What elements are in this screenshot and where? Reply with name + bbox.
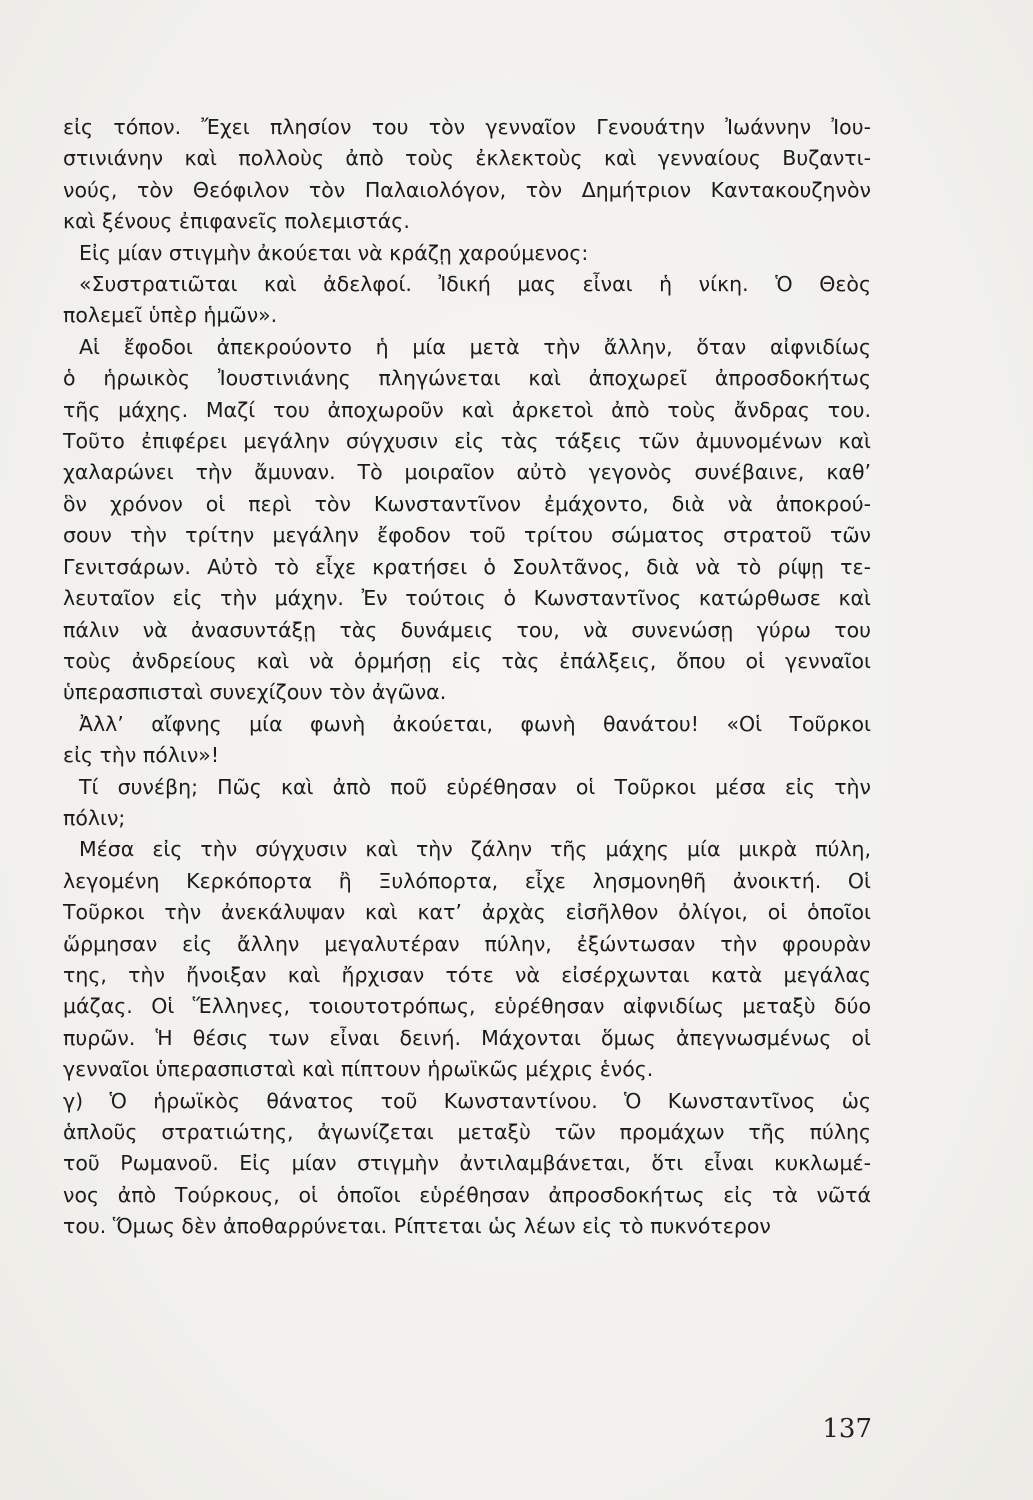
text-line: ὃν χρόνον οἱ περὶ τὸν Κωνσταντῖνον ἐμάχοντο, διὰ νὰ ἀποκρού- [63,491,871,516]
paragraph [63,1086,871,1243]
text-line: στινιάνην καὶ πολλοὺς ἀπὸ τοὺς ἐκλεκτοὺς καὶ γενναίους Βυζαντι- [63,146,871,171]
text-line: Εἰς μίαν στιγμὴν ἀκούεται νὰ κράζῃ χαρούμενος: [79,240,589,265]
text-line: της, τὴν ἤνοιξαν καὶ ἤρχισαν τότε νὰ εἰσέρχωνται κατὰ μεγάλας [63,962,871,987]
text-line: τῆς μάχης. Μαζί του ἀποχωροῦν καὶ ἀρκετοὶ ἀπὸ τοὺς ἄνδρας του. [63,397,871,422]
text-line: πόλιν; [63,805,126,830]
text-line: Τί συνέβη; Πῶς καὶ ἀπὸ ποῦ εὑρέθησαν οἱ Τοῦρκοι μέσα εἰς τὴν [79,774,871,799]
text-line: Μέσα εἰς τὴν σύγχυσιν καὶ τὴν ζάλην τῆς μάχης μία μικρὰ πύλη, [79,837,871,862]
paragraph [63,269,871,332]
text-line: τοὺς ἀνδρείους καὶ νὰ ὁρμήσῃ εἰς τὰς ἐπάλξεις, ὅπου οἱ γενναῖοι [63,648,871,673]
text-line: Αἱ ἔφοδοι ἀπεκρούοντο ἡ μία μετὰ τὴν ἄλλην, ὅταν αἰφνιδίως [79,334,871,359]
text-line: λεγομένη Κερκόπορτα ἢ Ξυλόπορτα, εἶχε λησμονηθῆ ἀνοικτή. Οἱ [63,868,871,893]
text-line: εἰς τὴν πόλιν»! [63,743,220,768]
text-line: «Συστρατιῶται καὶ ἀδελφοί. Ἰδική μας εἶναι ἡ νίκη. Ὁ Θεὸς [79,272,871,297]
text-line: νούς, τὸν Θεόφιλον τὸν Παλαιολόγον, τὸν Δημήτριον Καντακουζηνὸν [63,177,871,202]
text-line: γενναῖοι ὑπερασπισταὶ καὶ πίπτουν ἡρωϊκῶς μέχρις ἑνός. [63,1057,654,1082]
page-number: 137 [822,1414,872,1444]
text-line: μάζας. Οἱ Ἕλληνες, τοιουτοτρόπως, εὑρέθησαν αἰφνιδίως μεταξὺ δύο [63,994,871,1019]
text-line: Τοῦρκοι τὴν ἀνεκάλυψαν καὶ κατ’ ἀρχὰς εἰσῆλθον ὀλίγοι, οἱ ὁποῖοι [63,900,871,925]
text-line: τοῦ Ρωμανοῦ. Εἰς μίαν στιγμὴν ἀντιλαμβάνεται, ὅτι εἶναι κυκλωμέ- [63,1151,871,1176]
text-line: ὥρμησαν εἰς ἄλλην μεγαλυτέραν πύλην, ἐξώντωσαν τὴν φρουρὰν [63,931,871,956]
text-line: ὑπερασπισταὶ συνεχίζουν τὸν ἀγῶνα. [63,680,447,705]
text-line: του. Ὅμως δὲν ἀποθαρρύνεται. Ρίπτεται ὡς λέων εἰς τὸ πυκνότερον [63,1214,771,1239]
text-line: καὶ ξένους ἐπιφανεῖς πολεμιστάς. [63,209,410,234]
text-line: γ) Ὁ ἡρωϊκὸς θάνατος τοῦ Κωνσταντίνου. Ὁ Κωνσταντῖνος ὡς [63,1088,871,1113]
paragraph [63,772,871,835]
body-text [63,112,871,1243]
text-line: πολεμεῖ ὑπὲρ ἡμῶν». [63,303,278,328]
text-line: λευταῖον εἰς τὴν μάχην. Ἐν τούτοις ὁ Κωνσταντῖνος κατώρθωσε καὶ [63,586,871,611]
paragraph [63,834,871,1085]
paragraph [63,709,871,772]
text-line: Ἀλλ’ αἴφνης μία φωνὴ ἀκούεται, φωνὴ θανάτου! «Οἱ Τοῦρκοι [79,711,871,736]
paragraph [63,238,871,269]
text-line: χαλαρώνει τὴν ἄμυναν. Τὸ μοιραῖον αὐτὸ γεγονὸς συνέβαινε, καθ’ [63,460,871,485]
text-line: ὁ ἡρωικὸς Ἰουστινιάνης πληγώνεται καὶ ἀποχωρεῖ ἀπροσδοκήτως [63,366,871,391]
text-line: νος ἀπὸ Τούρκους, οἱ ὁποῖοι εὑρέθησαν ἀπροσδοκήτως εἰς τὰ νῶτά [63,1182,871,1207]
paragraph [63,332,871,709]
paragraph [63,112,871,238]
text-line: πάλιν νὰ ἀνασυντάξῃ τὰς δυνάμεις του, νὰ συνενώσῃ γύρω του [63,617,871,642]
text-line: Γενιτσάρων. Αὐτὸ τὸ εἶχε κρατήσει ὁ Σουλτᾶνος, διὰ νὰ τὸ ρίψῃ τε- [63,554,871,579]
text-line: πυρῶν. Ἡ θέσις των εἶναι δεινή. Μάχονται ὅμως ἀπεγνωσμένως οἱ [63,1025,871,1050]
text-line: εἰς τόπον. Ἔχει πλησίον του τὸν γενναῖον Γενουάτην Ἰωάννην Ἰου- [63,115,871,139]
text-line: Τοῦτο ἐπιφέρει μεγάλην σύγχυσιν εἰς τὰς τάξεις τῶν ἀμυνομένων καὶ [63,429,871,454]
text-line: ἁπλοῦς στρατιώτης, ἀγωνίζεται μεταξὺ τῶν προμάχων τῆς πύλης [63,1120,871,1144]
text-line: σουν τὴν τρίτην μεγάλην ἔφοδον τοῦ τρίτου σώματος στρατοῦ τῶν [63,523,871,548]
